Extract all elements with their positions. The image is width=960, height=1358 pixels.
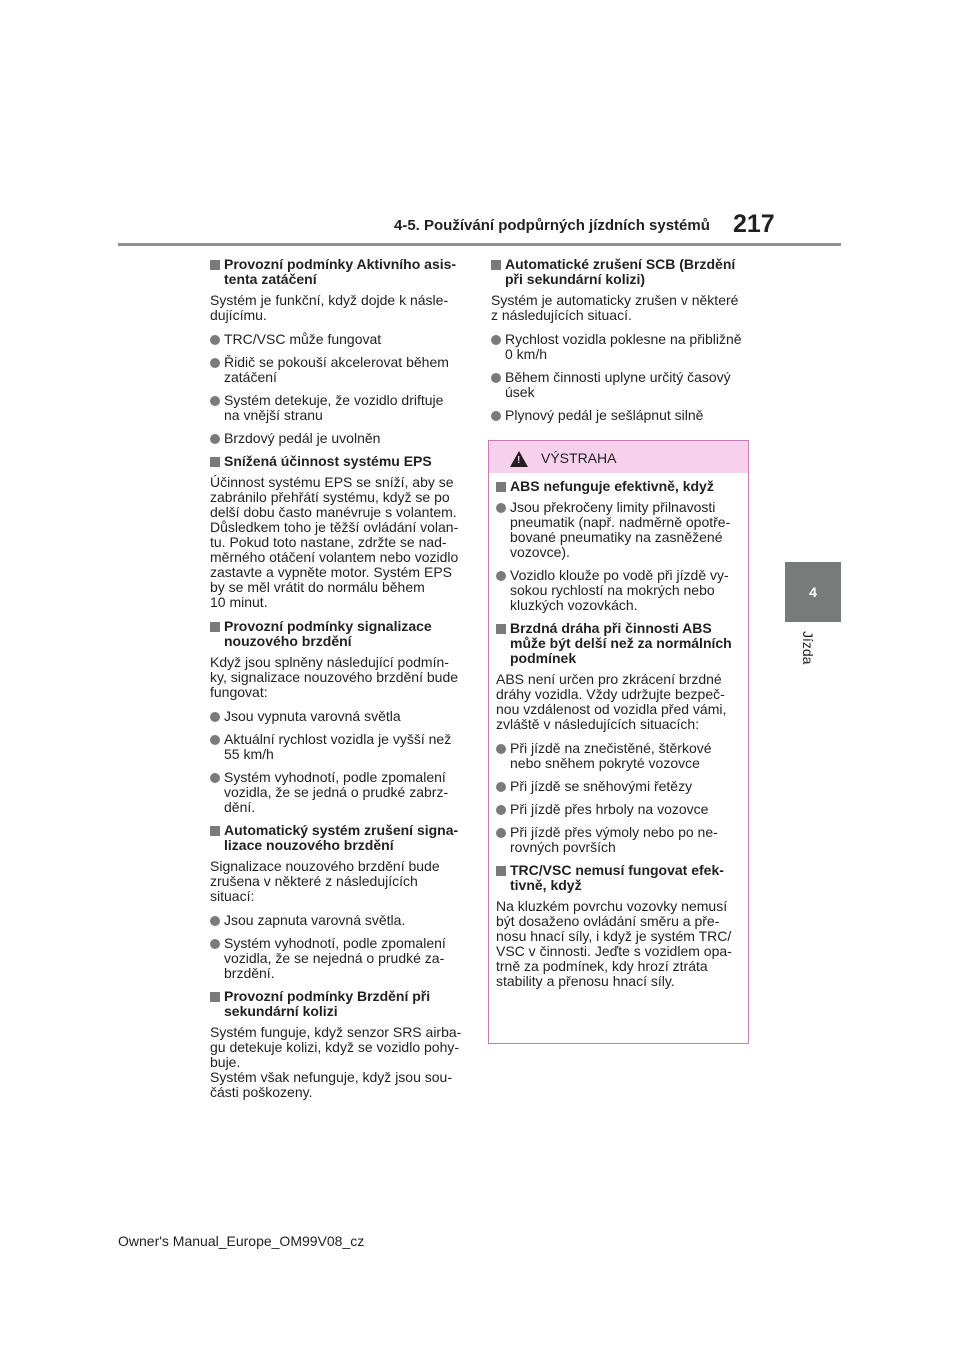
round-bullet-icon [491, 373, 501, 383]
paragraph-text: ABS není určen pro zkrácení brzdné dráhy vozidla. Vždy udržujte bezpeč- nou vzdálenost od vozidla před vámi, zvláště v následujících situacích: [496, 671, 727, 732]
bullet-text: Řidič se pokouší akcelerovat během zatáčení [224, 354, 449, 385]
bullet-text: Brzdový pedál je uvolněn [224, 430, 381, 446]
square-bullet-icon [210, 457, 220, 467]
paragraph [210, 293, 472, 323]
round-bullet-icon [210, 916, 220, 926]
round-bullet-icon [496, 744, 506, 754]
bullet-item [496, 568, 741, 613]
square-bullet-icon [496, 624, 506, 634]
round-bullet-icon [496, 828, 506, 838]
heading-text: Snížená účinnost systému EPS [224, 453, 432, 469]
bullet-item [210, 332, 472, 347]
paragraph-text: Systém je automaticky zrušen v některé z následujících situací. [491, 292, 739, 323]
section-heading [210, 619, 472, 649]
chapter-label-text: Jízda [800, 631, 816, 665]
bullet-text: Systém vyhodnotí, podle zpomalení vozidla, že se nejedná o prudké za- brzdění. [224, 935, 446, 981]
paragraph [210, 859, 472, 904]
left-column [210, 257, 472, 1109]
right-column [491, 257, 753, 431]
warning-triangle-icon: ! [510, 451, 528, 467]
paragraph [496, 899, 741, 989]
round-bullet-icon [496, 571, 506, 581]
bullet-item [491, 370, 753, 400]
bullet-item [496, 500, 741, 560]
bullet-item [210, 936, 472, 981]
section-heading [491, 257, 753, 287]
bullet-text: Rychlost vozidla poklesne na přibližně 0 km/h [505, 331, 742, 362]
bullet-item [496, 741, 741, 771]
bullet-item [491, 408, 753, 423]
bullet-text: Při jízdě se sněhovými řetězy [510, 778, 693, 794]
paragraph [496, 672, 741, 732]
section-heading [210, 257, 472, 287]
paragraph-text: Signalizace nouzového brzdění bude zrušena v některé z následujících situací: [210, 858, 440, 904]
section-heading [210, 989, 472, 1019]
paragraph [210, 1025, 472, 1100]
chapter-label [792, 631, 832, 681]
bullet-item [496, 825, 741, 855]
paragraph-text: Systém funguje, když senzor SRS airba- gu detekuje kolizi, když se vozidlo pohy- buje. Systém však nefunguje, když jsou sou- části poškozeny. [210, 1024, 462, 1100]
bullet-text: Během činnosti uplyne určitý časový úsek [505, 369, 731, 400]
square-bullet-icon [210, 992, 220, 1002]
section-heading [496, 479, 741, 494]
heading-text: Automatické zrušení SCB (Brzdění při sekundární kolizi) [505, 256, 736, 287]
warning-header [489, 441, 748, 473]
header-divider [118, 243, 841, 246]
bullet-item [210, 431, 472, 446]
round-bullet-icon [496, 805, 506, 815]
bullet-text: TRC/VSC může fungovat [224, 331, 382, 347]
warning-box [488, 440, 749, 1044]
round-bullet-icon [210, 434, 220, 444]
heading-text: ABS nefunguje efektivně, když [510, 478, 714, 494]
bullet-text: Systém detekuje, že vozidlo driftuje na vnější stranu [224, 392, 444, 423]
round-bullet-icon [496, 503, 506, 513]
bullet-text: Při jízdě přes hrboly na vozovce [510, 801, 709, 817]
square-bullet-icon [496, 866, 506, 876]
round-bullet-icon [210, 773, 220, 783]
section-heading [210, 454, 472, 469]
paragraph-text: Účinnost systému EPS se sníží, aby se zabránilo přehřátí systému, když se po delší dobu často manévruje s volantem. Důsledkem toho je těžší ovládání volan- tu. Pokud toto nastane, zdržte se nad- měrného otáčení volantem nebo vozidlo zastavte a vypněte motor. Systém EPS by se měl vrátit do normálu během 10 minut. [210, 474, 459, 610]
bullet-item [496, 802, 741, 817]
warning-title: VÝSTRAHA [541, 450, 617, 466]
bullet-item [210, 355, 472, 385]
section-title: 4-5. Používání podpůrných jízdních systémů [394, 217, 710, 234]
round-bullet-icon [210, 735, 220, 745]
heading-text: Provozní podmínky Brzdění při sekundární kolizi [224, 988, 431, 1019]
round-bullet-icon [496, 782, 506, 792]
heading-text: TRC/VSC nemusí fungovat efek- tivně, když [510, 862, 724, 893]
paragraph-text: Systém je funkční, když dojde k násle- dujícímu. [210, 292, 449, 323]
bullet-item [496, 779, 741, 794]
bullet-item [210, 732, 472, 762]
bullet-item [210, 770, 472, 815]
heading-text: Brzdná dráha při činnosti ABS může být delší než za normálních podmínek [510, 620, 732, 666]
heading-text: Provozní podmínky signalizace nouzového brzdění [224, 618, 432, 649]
round-bullet-icon [210, 939, 220, 949]
round-bullet-icon [491, 411, 501, 421]
round-bullet-icon [491, 335, 501, 345]
section-heading [496, 621, 741, 666]
bullet-item [210, 709, 472, 724]
bullet-item [210, 913, 472, 928]
paragraph [491, 293, 753, 323]
bullet-text: Při jízdě přes výmoly nebo po ne- rovných površích [510, 824, 718, 855]
square-bullet-icon [496, 482, 506, 492]
bullet-text: Jsou zapnuta varovná světla. [224, 912, 406, 928]
paragraph [210, 655, 472, 700]
square-bullet-icon [491, 260, 501, 270]
bullet-text: Vozidlo klouže po vodě při jízdě vy- sokou rychlostí na mokrých nebo kluzkých vozovkách. [510, 567, 729, 613]
paragraph-text: Na kluzkém povrchu vozovky nemusí být dosaženo ovládání směru a pře- nosu hnací síly, i když je systém TRC/ VSC v činnosti. Jeďte s vozidlem opa- trně za podmínek, kdy hrozí ztráta stability a přenosu hnací síly. [496, 898, 732, 989]
round-bullet-icon [210, 396, 220, 406]
round-bullet-icon [210, 358, 220, 368]
bullet-text: Systém vyhodnotí, podle zpomalení vozidla, že se jedná o prudké zabrz- dění. [224, 769, 449, 815]
bullet-text: Plynový pedál je sešlápnut silně [505, 407, 704, 423]
page-number: 217 [733, 210, 775, 238]
bullet-item [210, 393, 472, 423]
square-bullet-icon [210, 622, 220, 632]
bullet-text: Jsou překročeny limity přilnavosti pneumatik (např. nadměrně opotře- bované pneumatiky na zasněžené vozovce). [510, 499, 731, 560]
footer-text: Owner's Manual_Europe_OM99V08_cz [118, 1233, 365, 1249]
bullet-text: Jsou vypnuta varovná světla [224, 708, 401, 724]
bullet-text: Aktuální rychlost vozidla je vyšší než 55 km/h [224, 731, 452, 762]
square-bullet-icon [210, 826, 220, 836]
heading-text: Provozní podmínky Aktivního asis- tenta zatáčení [224, 256, 457, 287]
warning-body [489, 473, 748, 989]
square-bullet-icon [210, 260, 220, 270]
section-heading [210, 823, 472, 853]
paragraph [210, 475, 472, 610]
paragraph-text: Když jsou splněny následující podmín- ky, signalizace nouzového brzdění bude fungovat: [210, 654, 459, 700]
bullet-text: Při jízdě na znečistěné, štěrkové nebo sněhem pokryté vozovce [510, 740, 712, 771]
heading-text: Automatický systém zrušení signa- lizace nouzového brzdění [224, 822, 459, 853]
round-bullet-icon [210, 712, 220, 722]
chapter-tab: 4 [785, 562, 841, 622]
bullet-item [491, 332, 753, 362]
round-bullet-icon [210, 335, 220, 345]
section-heading [496, 863, 741, 893]
